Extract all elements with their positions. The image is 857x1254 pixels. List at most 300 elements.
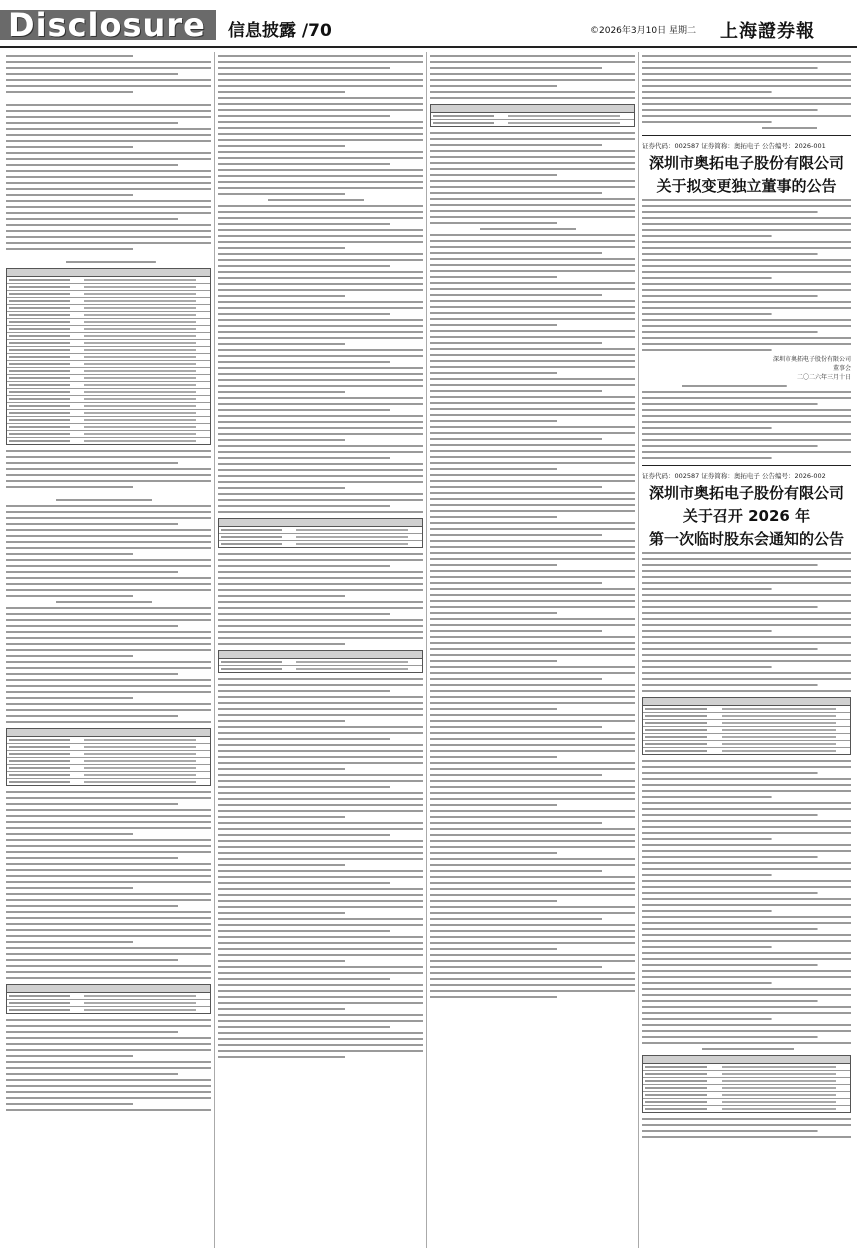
text-line	[430, 863, 635, 867]
column-divider	[426, 52, 427, 1248]
table-row	[7, 333, 210, 340]
text-line	[430, 66, 635, 70]
text-line	[218, 282, 423, 286]
table-row	[7, 779, 210, 785]
text-line	[6, 708, 211, 712]
text-line	[642, 783, 851, 787]
text-line	[6, 1108, 211, 1112]
text-line	[6, 223, 211, 227]
text-line	[218, 600, 423, 604]
text-line	[430, 281, 635, 285]
text-line	[430, 215, 635, 219]
text-line	[218, 923, 423, 927]
text-line	[642, 975, 851, 979]
text-line	[430, 593, 635, 597]
text-line	[430, 503, 635, 507]
text-line	[430, 839, 635, 843]
table-row	[7, 737, 210, 744]
text-line	[218, 588, 423, 592]
text-line	[430, 899, 635, 903]
text-line	[642, 276, 851, 280]
text-line	[218, 414, 423, 418]
text-line	[642, 879, 851, 883]
text-line	[218, 276, 423, 280]
text-line	[430, 335, 635, 339]
text-line	[6, 139, 211, 143]
text-line	[218, 348, 423, 352]
text-line	[218, 492, 423, 496]
text-line	[218, 378, 423, 382]
text-line	[6, 516, 211, 520]
text-line	[430, 767, 635, 771]
text-line	[218, 234, 423, 238]
announcement-code-line	[642, 471, 851, 480]
text-line	[430, 90, 635, 94]
text-line	[642, 258, 851, 262]
text-line	[430, 569, 635, 573]
text-line	[218, 336, 423, 340]
text-line	[218, 677, 423, 681]
text-line	[218, 84, 423, 88]
text-line	[218, 444, 423, 448]
text-line	[642, 903, 851, 907]
text-line	[218, 701, 423, 705]
text-line	[218, 1013, 423, 1017]
text-line	[6, 1024, 211, 1028]
text-line	[6, 1030, 211, 1034]
text-line	[218, 594, 423, 598]
data-table	[642, 1055, 851, 1113]
text-line	[6, 163, 211, 167]
table-row	[7, 772, 210, 779]
text-line	[642, 575, 851, 579]
text-line	[6, 672, 211, 676]
text-line	[6, 54, 211, 58]
text-line	[6, 235, 211, 239]
text-line	[642, 210, 851, 214]
text-line	[218, 851, 423, 855]
text-line	[430, 821, 635, 825]
text-line	[642, 330, 851, 334]
text-line	[642, 557, 851, 561]
text-line	[430, 791, 635, 795]
text-line	[6, 121, 211, 125]
issue-date: ©2026年3月10日 星期二	[590, 26, 696, 36]
text-line	[642, 228, 851, 232]
text-line	[642, 563, 851, 567]
text-line	[430, 545, 635, 549]
text-line	[6, 922, 211, 926]
data-table	[6, 268, 211, 445]
text-line	[430, 155, 635, 159]
text-line	[6, 528, 211, 532]
text-line	[430, 689, 635, 693]
text-line	[642, 795, 851, 799]
text-line	[430, 563, 635, 567]
text-line	[430, 461, 635, 465]
text-line	[218, 863, 423, 867]
text-line	[6, 115, 211, 119]
text-line	[218, 983, 423, 987]
text-line	[6, 1060, 211, 1064]
text-line	[6, 880, 211, 884]
text-line	[218, 192, 423, 196]
text-line	[218, 66, 423, 70]
text-line	[702, 1047, 851, 1051]
text-line	[430, 209, 635, 213]
text-line	[642, 885, 851, 889]
text-line	[430, 467, 635, 471]
text-line	[642, 759, 851, 763]
text-line	[218, 474, 423, 478]
text-line	[6, 892, 211, 896]
text-line	[430, 923, 635, 927]
text-line	[642, 312, 851, 316]
table-row	[7, 1000, 210, 1007]
table-row	[643, 1064, 850, 1071]
text-line	[430, 455, 635, 459]
table-row	[7, 1007, 210, 1013]
text-line	[430, 557, 635, 561]
text-line	[268, 198, 423, 202]
text-line	[430, 131, 635, 135]
text-line	[642, 102, 851, 106]
text-line	[430, 185, 635, 189]
column-divider	[638, 52, 639, 1248]
table-row	[7, 417, 210, 424]
table-row	[7, 382, 210, 389]
text-line	[430, 653, 635, 657]
text-line	[642, 426, 851, 430]
text-line	[430, 323, 635, 327]
text-line	[6, 886, 211, 890]
text-line	[218, 582, 423, 586]
text-line	[6, 169, 211, 173]
text-line	[430, 305, 635, 309]
text-line	[218, 372, 423, 376]
text-line	[642, 66, 851, 70]
text-line	[430, 407, 635, 411]
text-line	[6, 72, 211, 76]
text-line	[6, 1096, 211, 1100]
text-line	[642, 1117, 851, 1121]
text-line	[218, 408, 423, 412]
text-line	[430, 509, 635, 513]
text-line	[642, 825, 851, 829]
text-line	[642, 969, 851, 973]
text-line	[430, 887, 635, 891]
text-line	[430, 84, 635, 88]
text-line	[642, 617, 851, 621]
text-line	[6, 241, 211, 245]
text-line	[762, 126, 851, 130]
text-line	[430, 917, 635, 921]
text-line	[430, 419, 635, 423]
text-line	[218, 630, 423, 634]
table-row	[643, 706, 850, 713]
text-line	[430, 701, 635, 705]
text-line	[218, 342, 423, 346]
text-line	[642, 611, 851, 615]
text-line	[430, 911, 635, 915]
text-line	[6, 856, 211, 860]
text-line	[6, 103, 211, 107]
text-line	[218, 438, 423, 442]
text-line	[642, 60, 851, 64]
text-line	[430, 833, 635, 837]
text-line	[642, 677, 851, 681]
table-row	[7, 396, 210, 403]
text-line	[642, 689, 851, 693]
text-line	[218, 941, 423, 945]
text-line	[430, 599, 635, 603]
text-line	[6, 467, 211, 471]
text-line	[430, 389, 635, 393]
text-line	[430, 743, 635, 747]
text-line	[430, 269, 635, 273]
text-line	[6, 473, 211, 477]
text-line	[642, 933, 851, 937]
text-line	[6, 720, 211, 724]
table-row	[7, 319, 210, 326]
text-line	[218, 899, 423, 903]
text-line	[642, 957, 851, 961]
text-line	[218, 564, 423, 568]
table-row	[7, 751, 210, 758]
table-row	[643, 1092, 850, 1099]
table-row	[643, 748, 850, 754]
text-line	[642, 599, 851, 603]
text-line	[6, 904, 211, 908]
table-row	[7, 403, 210, 410]
table-row	[7, 298, 210, 305]
text-line	[6, 636, 211, 640]
text-line	[218, 887, 423, 891]
text-line	[218, 689, 423, 693]
announcement-title-line-1: 关于召开 2026 年	[682, 507, 811, 525]
text-line	[218, 120, 423, 124]
text-line	[430, 233, 635, 237]
text-line	[6, 714, 211, 718]
text-line	[218, 773, 423, 777]
text-line	[6, 648, 211, 652]
text-line	[218, 138, 423, 142]
text-line	[642, 420, 851, 424]
text-line	[430, 977, 635, 981]
text-line	[6, 874, 211, 878]
table-row	[7, 347, 210, 354]
text-line	[642, 867, 851, 871]
text-line	[642, 264, 851, 268]
text-line	[430, 257, 635, 261]
text-line	[430, 641, 635, 645]
text-line	[6, 1036, 211, 1040]
text-line	[218, 318, 423, 322]
text-line	[642, 240, 851, 244]
table-row	[7, 765, 210, 772]
text-line	[218, 606, 423, 610]
text-line	[430, 239, 635, 243]
paragraph-gap	[6, 253, 211, 258]
text-line	[642, 1029, 851, 1033]
text-line	[430, 869, 635, 873]
text-line	[218, 90, 423, 94]
page-header	[0, 0, 857, 46]
text-line	[218, 144, 423, 148]
text-line	[6, 630, 211, 634]
text-line	[430, 713, 635, 717]
table-header	[431, 105, 634, 113]
code-line-text: 证券代码：002587 证券简称：奥拓电子 公告编号：2026-001	[642, 142, 826, 150]
text-line	[430, 96, 635, 100]
text-line	[6, 624, 211, 628]
announcement-code-line	[642, 141, 851, 150]
text-line	[642, 78, 851, 82]
text-line	[642, 318, 851, 322]
text-line	[218, 803, 423, 807]
text-line	[218, 180, 423, 184]
text-line	[218, 72, 423, 76]
text-line	[6, 151, 211, 155]
text-line	[6, 157, 211, 161]
section-title: 信息披露 /70	[228, 21, 332, 41]
text-line	[642, 72, 851, 76]
text-line	[218, 1007, 423, 1011]
table-row	[7, 389, 210, 396]
text-line	[218, 965, 423, 969]
text-line	[6, 564, 211, 568]
text-line	[430, 515, 635, 519]
text-line	[642, 999, 851, 1003]
text-line	[218, 785, 423, 789]
text-line	[6, 247, 211, 251]
table-header	[643, 698, 850, 706]
text-line	[642, 765, 851, 769]
text-line	[218, 1049, 423, 1053]
text-line	[430, 173, 635, 177]
text-line	[430, 395, 635, 399]
text-line	[642, 939, 851, 943]
text-line	[642, 1123, 851, 1127]
text-line	[430, 659, 635, 663]
text-line	[430, 347, 635, 351]
text-line	[642, 408, 851, 412]
announcement-company: 深圳市奥拓电子股份有限公司	[648, 154, 844, 172]
text-line	[430, 287, 635, 291]
text-line	[430, 449, 635, 453]
text-line	[218, 204, 423, 208]
column-3	[430, 52, 635, 1248]
text-line	[6, 690, 211, 694]
text-line	[56, 600, 211, 604]
text-line	[6, 552, 211, 556]
text-line	[430, 851, 635, 855]
text-line	[642, 909, 851, 913]
text-line	[218, 216, 423, 220]
text-line	[430, 581, 635, 585]
text-line	[6, 808, 211, 812]
text-line	[642, 831, 851, 835]
text-line	[218, 893, 423, 897]
text-line	[642, 234, 851, 238]
text-line	[6, 145, 211, 149]
text-line	[6, 175, 211, 179]
text-line	[430, 665, 635, 669]
text-line	[218, 504, 423, 508]
table-row	[643, 713, 850, 720]
text-line	[642, 96, 851, 100]
text-line	[218, 360, 423, 364]
text-line	[6, 790, 211, 794]
text-line	[218, 809, 423, 813]
text-line	[642, 1035, 851, 1039]
table-row	[7, 312, 210, 319]
text-line	[430, 137, 635, 141]
text-line	[642, 605, 851, 609]
text-line	[642, 837, 851, 841]
table-row	[7, 340, 210, 347]
text-line	[218, 102, 423, 106]
text-line	[430, 60, 635, 64]
text-line	[430, 677, 635, 681]
text-line	[642, 1017, 851, 1021]
text-line	[218, 294, 423, 298]
text-line	[430, 725, 635, 729]
text-line	[6, 558, 211, 562]
text-line	[642, 927, 851, 931]
text-line	[6, 109, 211, 113]
text-line	[218, 695, 423, 699]
table-row	[643, 1078, 850, 1085]
text-line	[6, 455, 211, 459]
text-line	[218, 270, 423, 274]
text-line	[6, 217, 211, 221]
text-line	[218, 767, 423, 771]
text-line	[642, 671, 851, 675]
text-line	[642, 855, 851, 859]
text-line	[6, 1078, 211, 1082]
text-line	[6, 449, 211, 453]
text-line	[642, 282, 851, 286]
text-line	[430, 275, 635, 279]
text-line	[430, 527, 635, 531]
text-line	[430, 311, 635, 315]
text-line	[642, 1023, 851, 1027]
text-line	[6, 844, 211, 848]
data-table	[6, 728, 211, 786]
text-line	[218, 833, 423, 837]
text-line	[218, 947, 423, 951]
text-line	[430, 941, 635, 945]
text-line	[642, 432, 851, 436]
text-line	[430, 875, 635, 879]
text-line	[6, 127, 211, 131]
text-line	[430, 953, 635, 957]
text-line	[6, 1084, 211, 1088]
text-line	[430, 785, 635, 789]
text-line	[430, 161, 635, 165]
text-line	[6, 522, 211, 526]
table-row	[7, 326, 210, 333]
text-line	[218, 953, 423, 957]
text-line	[6, 910, 211, 914]
data-table	[218, 518, 423, 548]
text-line	[642, 288, 851, 292]
text-line	[430, 437, 635, 441]
text-line	[6, 606, 211, 610]
text-line	[642, 108, 851, 112]
text-line	[642, 54, 851, 58]
